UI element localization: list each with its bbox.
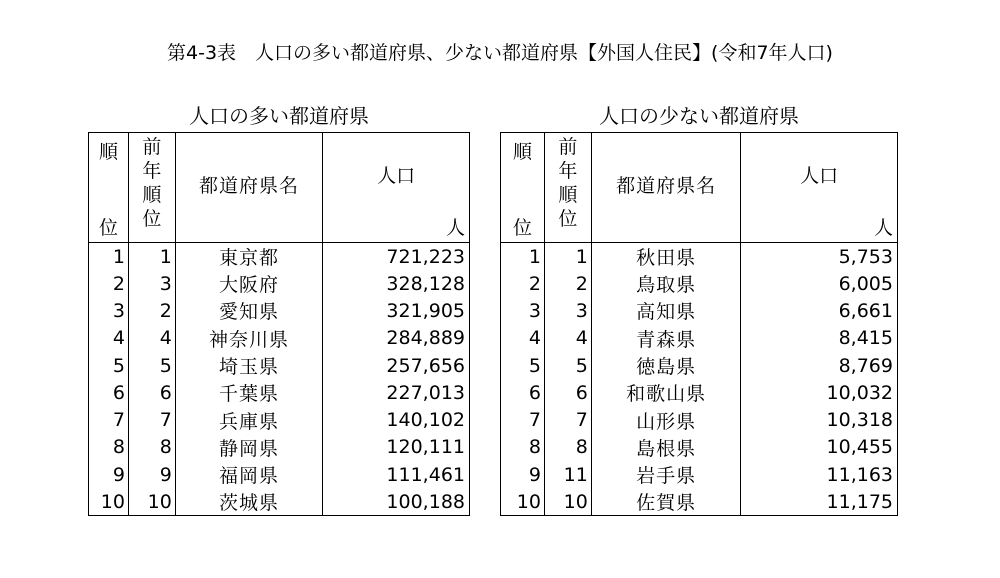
prefecture-header [591, 133, 740, 243]
rank-header-top: 順 [512, 141, 532, 163]
table-row [89, 434, 470, 461]
rank-cell: 1 [89, 243, 129, 271]
table-row [501, 270, 898, 297]
page-title: 第4-3表 人口の多い都道府県、少ない都道府県【外国人住民】(令和7年人口) [167, 42, 833, 64]
table-row [501, 379, 898, 406]
population-header-label: 人口 [800, 165, 839, 187]
table-row [89, 352, 470, 379]
population-cell: 284,889 [323, 325, 470, 352]
prefecture-cell: 島根県 [591, 434, 740, 461]
rank-cell: 8 [89, 434, 129, 461]
population-header [323, 133, 470, 243]
prev-rank-header [128, 133, 175, 243]
least-populous-caption: 人口の少ない都道府県 [599, 104, 799, 128]
prefecture-header [175, 133, 322, 243]
table-row [89, 406, 470, 433]
rank-header-bottom: 位 [512, 217, 532, 239]
prev-rank-cell: 2 [128, 297, 175, 324]
prefecture-cell: 静岡県 [175, 434, 322, 461]
prefecture-cell: 神奈川県 [175, 325, 322, 352]
rank-cell: 5 [89, 352, 129, 379]
most-populous-block [88, 100, 470, 516]
table-header-row [501, 133, 898, 243]
rank-cell: 7 [89, 406, 129, 433]
prefecture-cell: 和歌山県 [591, 379, 740, 406]
prev-rank-cell: 3 [544, 297, 591, 324]
prev-rank-char: 前 [558, 136, 578, 158]
population-cell: 111,461 [323, 461, 470, 488]
prefecture-cell: 東京都 [175, 243, 322, 271]
rank-cell: 6 [501, 379, 545, 406]
prefecture-cell: 埼玉県 [175, 352, 322, 379]
population-cell: 10,455 [741, 434, 898, 461]
population-cell: 6,005 [741, 270, 898, 297]
prev-rank-char: 前 [142, 136, 162, 158]
prev-rank-cell: 6 [544, 379, 591, 406]
population-cell: 11,163 [741, 461, 898, 488]
prefecture-cell: 鳥取県 [591, 270, 740, 297]
prefecture-cell: 千葉県 [175, 379, 322, 406]
table-row [89, 488, 470, 516]
prev-rank-char: 順 [558, 184, 578, 206]
prev-rank-char: 年 [142, 160, 162, 182]
table-row [89, 461, 470, 488]
prefecture-header-label: 都道府県名 [199, 175, 300, 197]
population-header [741, 133, 898, 243]
prev-rank-cell: 11 [544, 461, 591, 488]
prev-rank-cell: 7 [128, 406, 175, 433]
rank-cell: 10 [89, 488, 129, 516]
prev-rank-cell: 5 [128, 352, 175, 379]
population-cell: 721,223 [323, 243, 470, 271]
least-populous-table [500, 132, 898, 516]
prev-rank-char: 位 [558, 208, 578, 230]
population-cell: 257,656 [323, 352, 470, 379]
prev-rank-cell: 6 [128, 379, 175, 406]
rank-cell: 9 [89, 461, 129, 488]
prefecture-cell: 高知県 [591, 297, 740, 324]
rank-cell: 5 [501, 352, 545, 379]
rank-header-top: 順 [98, 141, 118, 163]
prev-rank-cell: 10 [128, 488, 175, 516]
prefecture-cell: 青森県 [591, 325, 740, 352]
population-cell: 8,415 [741, 325, 898, 352]
prev-rank-char: 位 [142, 208, 162, 230]
population-header-label: 人口 [377, 165, 416, 187]
prefecture-cell: 徳島県 [591, 352, 740, 379]
prefecture-cell: 愛知県 [175, 297, 322, 324]
table-row [89, 243, 470, 271]
table-row [501, 406, 898, 433]
rank-header [501, 133, 545, 243]
table-row [501, 297, 898, 324]
prev-rank-header [544, 133, 591, 243]
rank-cell: 10 [501, 488, 545, 516]
prev-rank-cell: 1 [544, 243, 591, 271]
prev-rank-cell: 4 [128, 325, 175, 352]
rank-header-bottom: 位 [98, 217, 118, 239]
table-row [501, 352, 898, 379]
table-row [89, 379, 470, 406]
population-unit: 人 [873, 217, 893, 239]
table-row [89, 325, 470, 352]
table-row [89, 297, 470, 324]
population-cell: 6,661 [741, 297, 898, 324]
most-populous-table [88, 132, 470, 516]
prev-rank-cell: 4 [544, 325, 591, 352]
rank-cell: 4 [89, 325, 129, 352]
table-row [501, 325, 898, 352]
prev-rank-cell: 8 [544, 434, 591, 461]
table-row [501, 243, 898, 271]
prev-rank-cell: 9 [128, 461, 175, 488]
table-row [89, 270, 470, 297]
prev-rank-cell: 2 [544, 270, 591, 297]
rank-cell: 1 [501, 243, 545, 271]
least-populous-block [500, 100, 898, 516]
prefecture-cell: 佐賀県 [591, 488, 740, 516]
population-cell: 10,032 [741, 379, 898, 406]
population-unit: 人 [445, 217, 465, 239]
population-cell: 10,318 [741, 406, 898, 433]
population-cell: 8,769 [741, 352, 898, 379]
population-cell: 328,128 [323, 270, 470, 297]
table-row [501, 461, 898, 488]
population-cell: 140,102 [323, 406, 470, 433]
prev-rank-char: 年 [558, 160, 578, 182]
prefecture-cell: 岩手県 [591, 461, 740, 488]
prefecture-cell: 大阪府 [175, 270, 322, 297]
rank-cell: 4 [501, 325, 545, 352]
rank-cell: 6 [89, 379, 129, 406]
rank-header [89, 133, 129, 243]
table-header-row [89, 133, 470, 243]
table-row [501, 434, 898, 461]
prev-rank-cell: 5 [544, 352, 591, 379]
prefecture-cell: 山形県 [591, 406, 740, 433]
population-cell: 227,013 [323, 379, 470, 406]
prefecture-header-label: 都道府県名 [616, 175, 717, 197]
prefecture-cell: 兵庫県 [175, 406, 322, 433]
prefecture-cell: 福岡県 [175, 461, 322, 488]
prefecture-cell: 茨城県 [175, 488, 322, 516]
rank-cell: 8 [501, 434, 545, 461]
prev-rank-char: 順 [142, 184, 162, 206]
prefecture-cell: 秋田県 [591, 243, 740, 271]
prev-rank-cell: 7 [544, 406, 591, 433]
prev-rank-cell: 1 [128, 243, 175, 271]
prev-rank-cell: 8 [128, 434, 175, 461]
population-cell: 11,175 [741, 488, 898, 516]
rank-cell: 2 [89, 270, 129, 297]
population-cell: 5,753 [741, 243, 898, 271]
population-cell: 321,905 [323, 297, 470, 324]
prev-rank-cell: 3 [128, 270, 175, 297]
rank-cell: 2 [501, 270, 545, 297]
rank-cell: 9 [501, 461, 545, 488]
population-cell: 120,111 [323, 434, 470, 461]
rank-cell: 7 [501, 406, 545, 433]
rank-cell: 3 [89, 297, 129, 324]
population-cell: 100,188 [323, 488, 470, 516]
most-populous-caption: 人口の多い都道府県 [189, 104, 369, 128]
table-row [501, 488, 898, 516]
prev-rank-cell: 10 [544, 488, 591, 516]
rank-cell: 3 [501, 297, 545, 324]
